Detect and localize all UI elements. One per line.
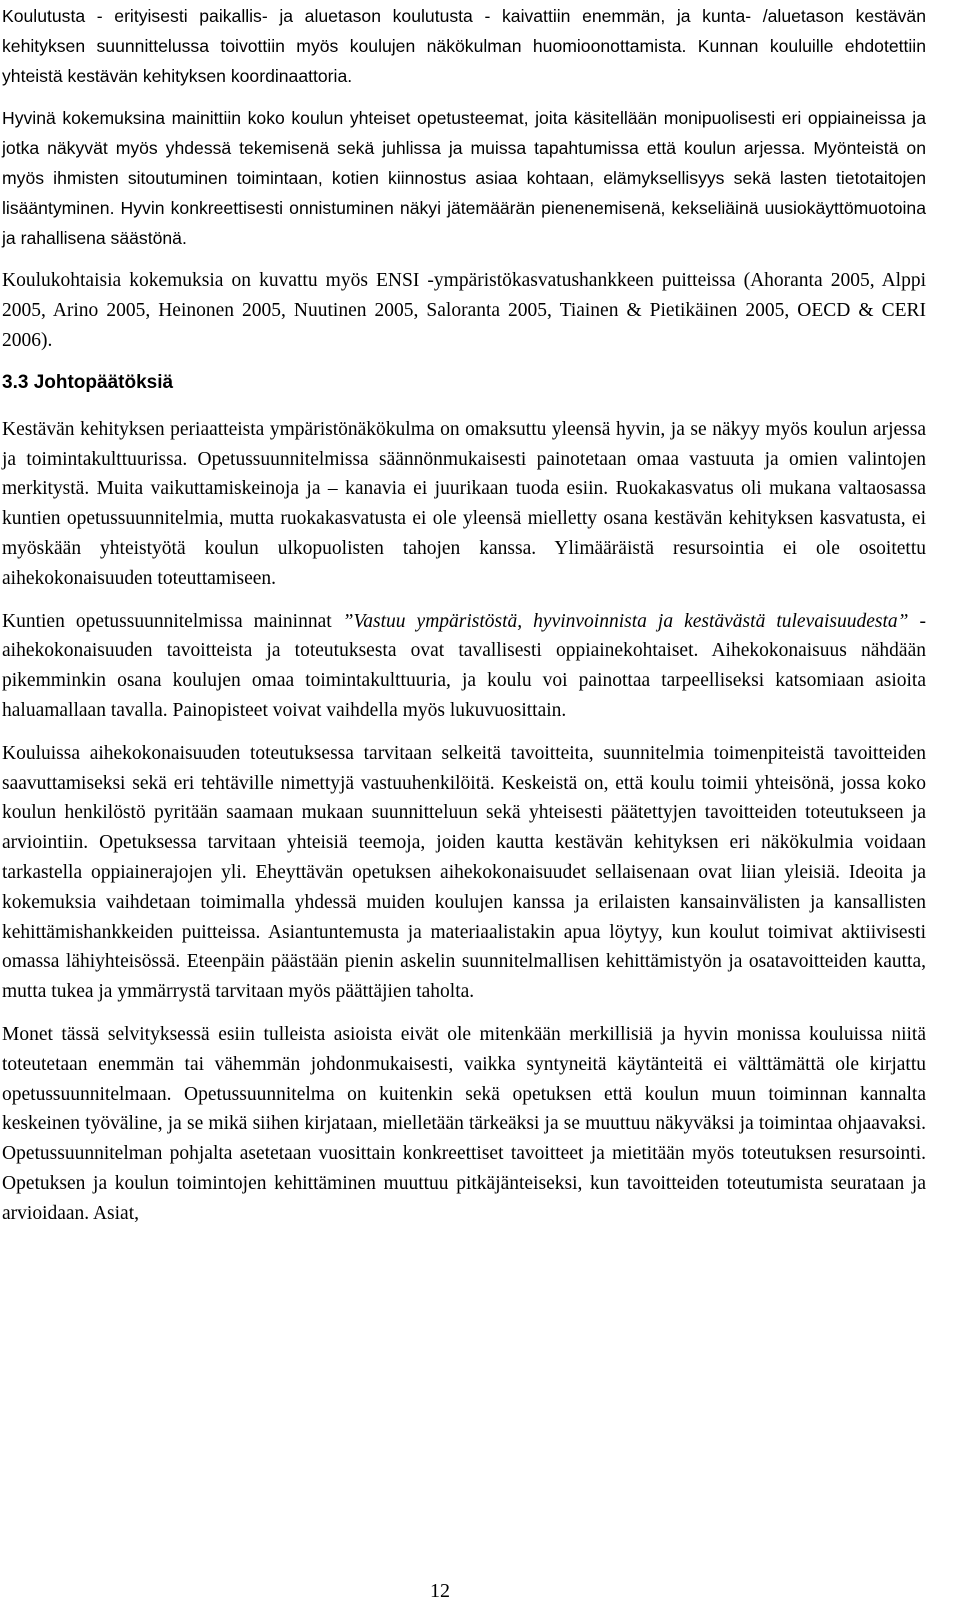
section-number: 3.3	[2, 371, 29, 393]
paragraph-school-experiences: Koulukohtaisia kokemuksia on kuvattu myös ENSI -ympäristökasvatushankkeen puitteissa (Ahoranta 2005, Alppi 2005, Arino 2005, Heinonen 2005, Nuutinen 2005, Saloranta 2005, Tiainen & Pietikäinen 2005, OECD & CERI 2006).	[2, 270, 926, 351]
paragraph-sustainability-principles: Kestävän kehityksen periaatteista ympäristönäkökulma on omaksuttu yleensä hyvin, ja se näkyy myös koulun arjessa ja toimintakulttuurissa. Opetussuunnitelmissa säännönmukaisesti painotetaan omaa vastuuta ja omien valintojen merkitystä. Muita vaikuttamiskeinoja ja – kanavia ei juurikaan tuoda esiin. Ruokakasvatus oli mukana valtaosassa kuntien opetussuunnitelmia, mutta ruokakasvatusta ei ole yleensä mielletty osana kestävän kehityksen kasvatusta, ei myöskään yhteistyötä koulun ulkopuolisten tahojen kanssa. Ylimääräistä resursointia ei ole osoitettu aihekokonaisuuden toteuttamiseen.	[2, 418, 926, 589]
paragraph-training-need: Koulutusta - erityisesti paikallis- ja aluetason koulutusta - kaivattiin enemmän, ja kunta- /aluetason kestävän kehityksen suunnittelussa toivottiin myös koulujen näkökulman huomioonottamista. Kunnan kouluille ehdotettiin yhteistä kestävän kehityksen koordinaattoria.	[2, 6, 926, 86]
section-title: Johtopäätöksiä	[33, 371, 174, 393]
curriculum-mentions-lead: Kuntien opetussuunnitelmissa maininnat	[2, 610, 343, 632]
section-heading	[2, 369, 926, 397]
paragraph-conclusions: Monet tässä selvityksessä esiin tulleista asioista eivät ole mitenkään merkillisiä ja hyvin monissa kouluissa niitä toteutetaan enemmän tai vähemmän johdonmukaisesti, vaikka syntyneitä käytänteitä ei välttämättä ole kirjattu opetussuunnitelmaan. Opetussuunnitelma on kuitenkin sekä opetuksen että koulun muun toiminnan kannalta keskeinen työväline, ja se mikä siihen kirjataan, mielletään tärkeäksi ja se muuttuu näkyväksi ja toimintaa ohjaavaksi. Opetussuunnitelman pohjalta asetetaan vuosittain konkreettiset tavoitteet ja mietitään myös toteutuksen resursointi. Opetuksen ja koulun toimintojen kehittäminen muuttuu pitkäjänteiseksi, kun tavoitteiden toteutumista seurataan ja arvioidaan. Asiat,	[2, 1023, 926, 1224]
paragraph-implementation-needs: Kouluissa aihekokonaisuuden toteutuksessa tarvitaan selkeitä tavoitteita, suunnitelmia toimenpiteistä tavoitteiden saavuttamiseksi sekä eri tehtäville nimettyjä vastuuhenkilöitä. Keskeistä on, että koulu toimii yhteisönä, jossa koko koulun henkilöstö pyritään saamaan mukaan suunnitteluun sekä yhteisesti päätettyjen tavoitteiden toteutukseen ja arviointiin. Opetuksessa tarvitaan yhteisiä teemoja, joiden kautta kestävän kehityksen eri näkökulmia voidaan tarkastella oppiainerajojen yli. Eheyttävän opetuksen aihekokonaisuudet sellaisenaan ovat liian yleisiä. Ideoita ja kokemuksia vaihdetaan toimimalla yhdessä muiden koulujen kanssa ja erilaisten kansainvälisten ja kansallisten kehittämishankkeiden puitteissa. Asiantuntemusta ja materiaalistakin apua löytyy, kun koulut toimivat aktiivisesti omassa lähiyhteisössä. Eteenpäin päästään pienin askelin suunnitelmallisen kehittämistyön ja osatavoitteiden kautta, mutta tukea ja ymmärrystä tarvitaan myös päättäjien taholta.	[2, 742, 926, 1003]
page-number: 12	[430, 1580, 450, 1602]
curriculum-mentions-rest: -aihekokonaisuuden tavoitteista ja toteutuksesta ovat tavallisesti oppiainekohtaiset. Aihekokonaisuus nähdään pikemminkin osana koulujen omaa toimintakulttuuria, ja koulu voi painottaa tarpeelliseksi katsomiaan asioita haluamallaan tavalla. Painopisteet voivat vaihdella myös lukuvuosittain.	[2, 610, 927, 721]
theme-title-quote: ”Vastuu ympäristöstä, hyvinvoinnista ja kestävästä tulevaisuudesta”	[342, 610, 909, 632]
paragraph-curriculum-mentions	[2, 607, 926, 726]
paragraph-good-experiences: Hyvinä kokemuksina mainittiin koko koulun yhteiset opetusteemat, joita käsitellään monipuolisesti eri oppiaineissa ja jotka näkyvät myös yhdessä tekemisenä sekä juhlissa ja muissa tapahtumissa että koulun arjessa. Myönteistä on myös ihmisten sitoutuminen toimintaan, kotien kiinnostus asiaa kohtaan, elämyksellisyys sekä lasten tietotaitojen lisääntyminen. Hyvin konkreettisesti onnistuminen näkyi jätemäärän pienenemisenä, kekseliäinä uusiokäyttömuotoina ja rahallisena säästönä.	[2, 108, 926, 248]
document-body	[2, 2, 926, 1241]
